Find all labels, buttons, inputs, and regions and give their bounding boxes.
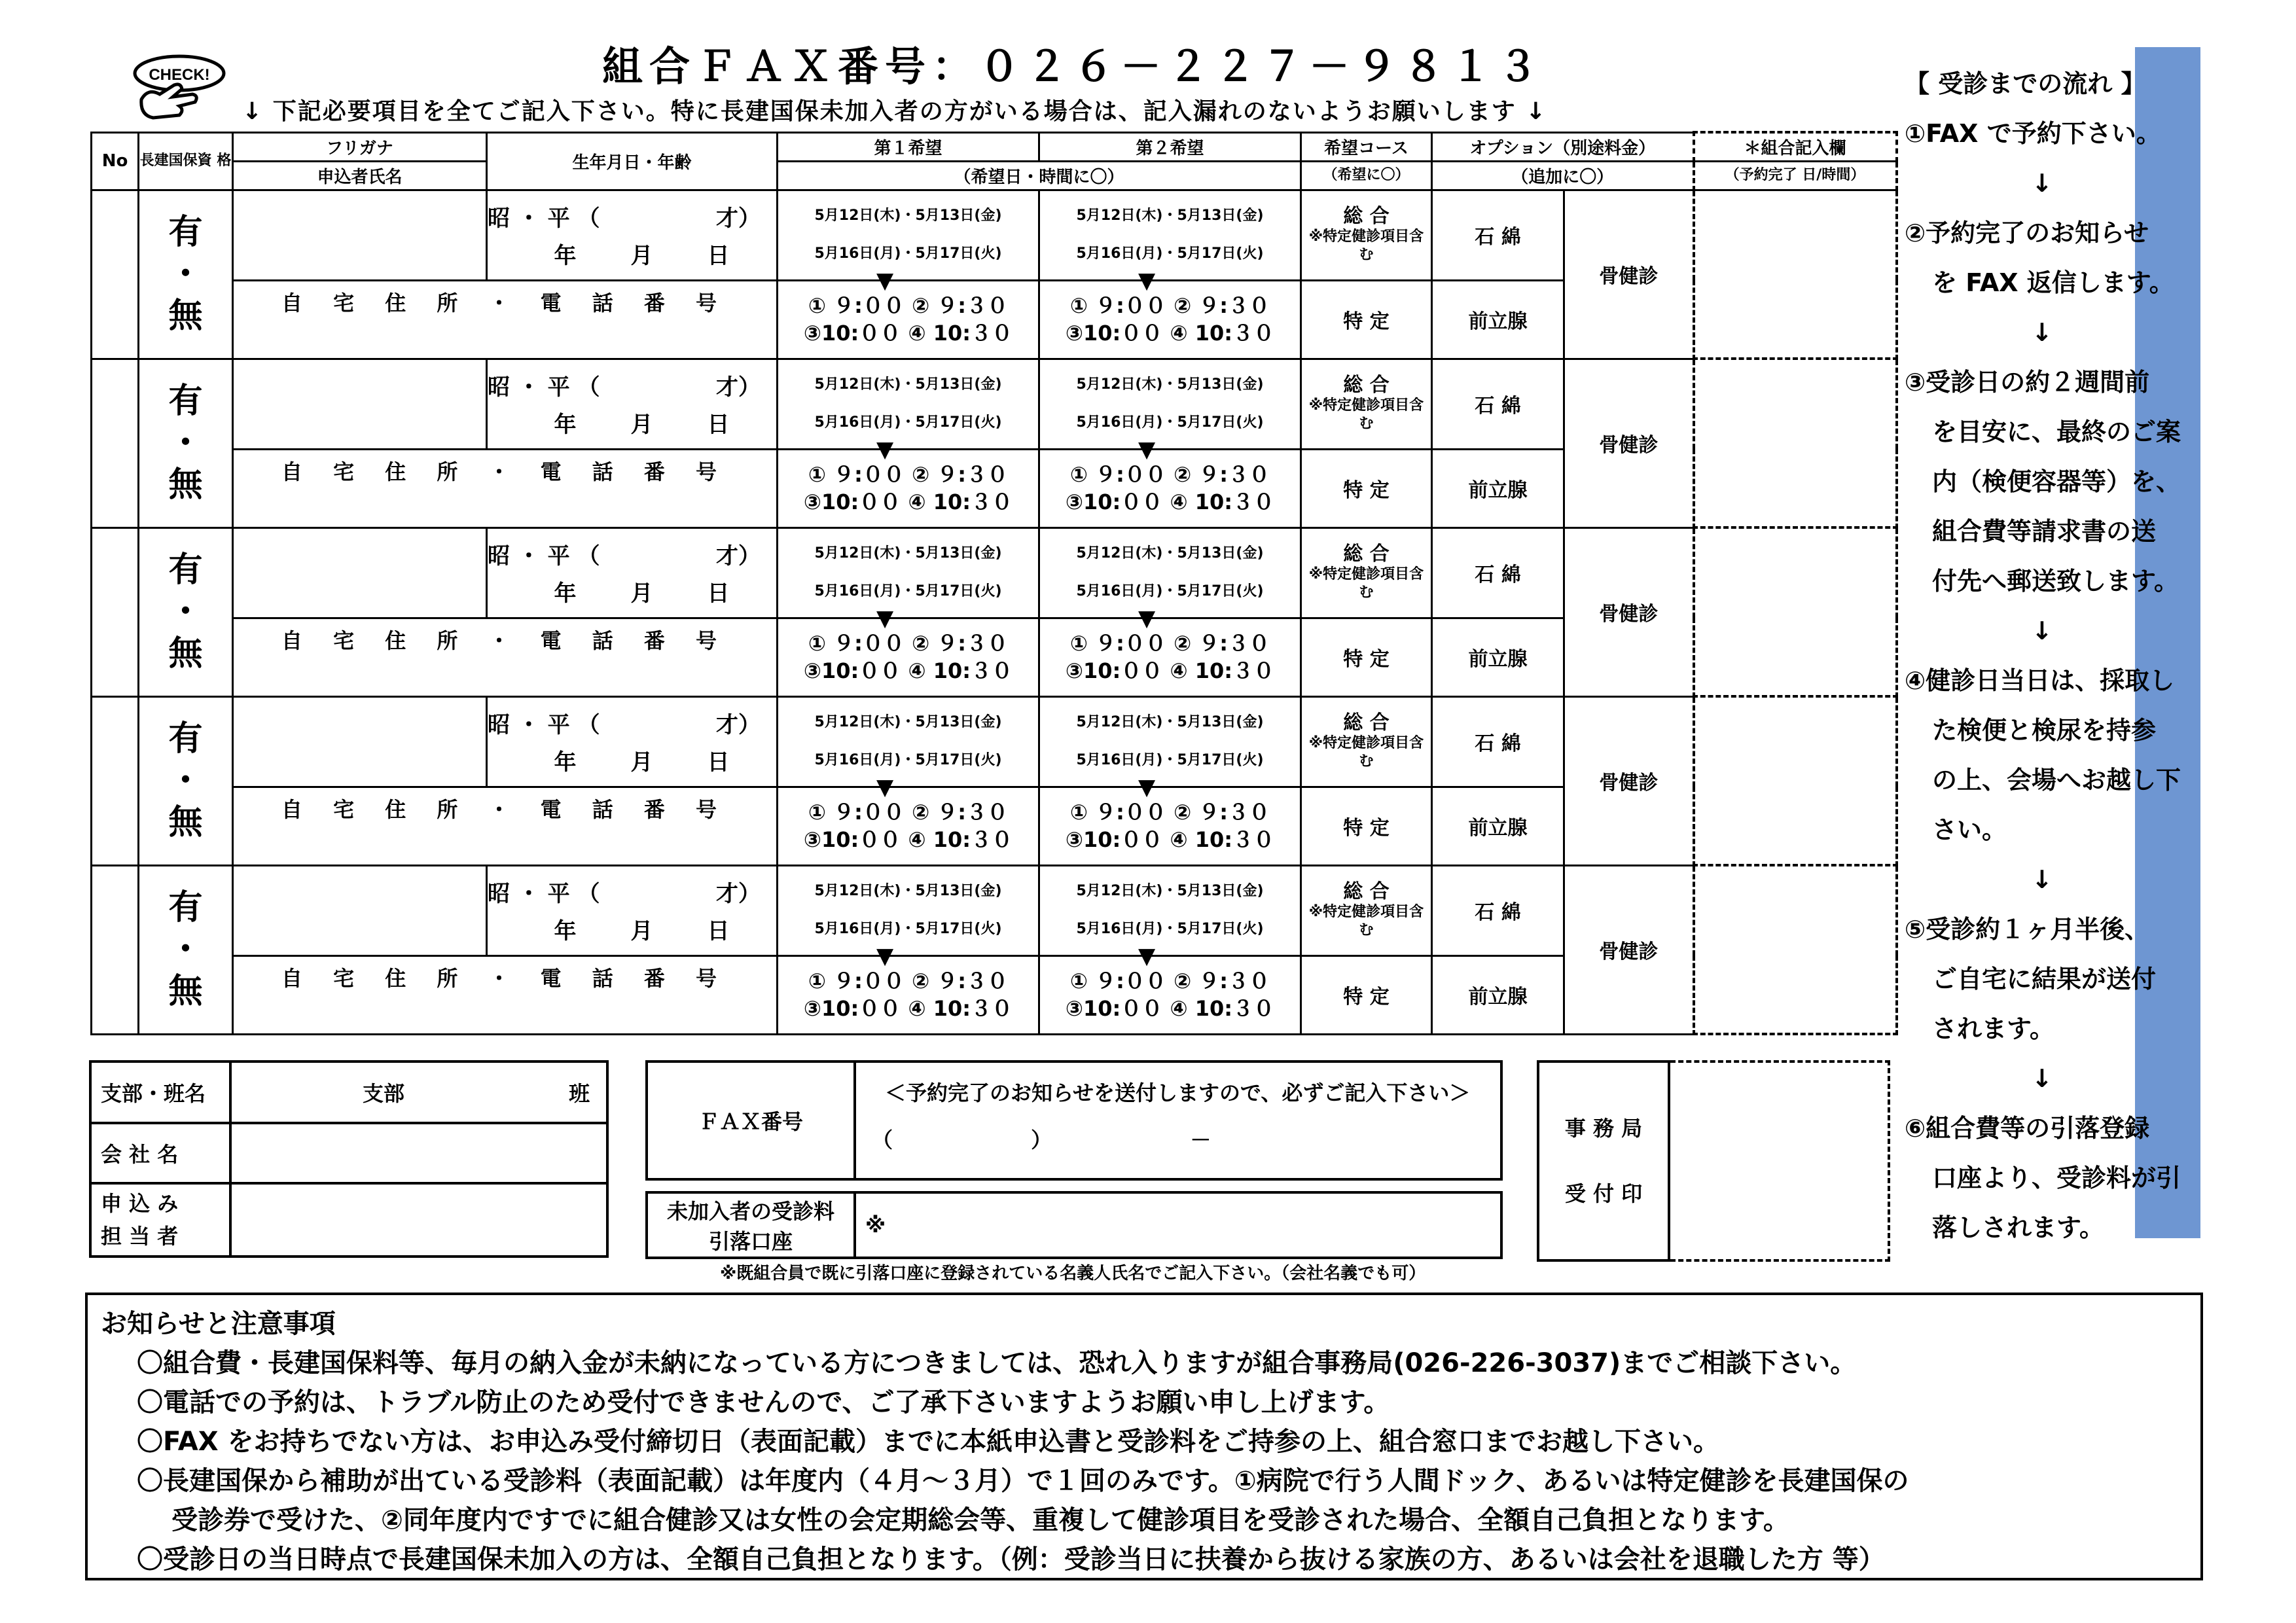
notices-heading: お知らせと注意事項: [101, 1309, 336, 1339]
insurance-no[interactable]: 無: [168, 972, 203, 1011]
day-label: 日: [707, 412, 730, 438]
choice2-times[interactable]: [1039, 955, 1301, 1034]
choice1-times[interactable]: [778, 280, 1039, 359]
account-label: 未加入者の受診料引落口座: [647, 1192, 855, 1258]
instruction-text: ↓ 下記必要項目を全てご記入下さい。特に長建国保未加入者の方がいる場合は、記入漏れのないようお願いします ↓: [242, 98, 1547, 125]
union-use-field: [1694, 190, 1897, 359]
option-bone[interactable]: 骨健診: [1564, 696, 1694, 865]
era-label: 昭 ・ 平 （: [488, 374, 600, 401]
fax-field[interactable]: [855, 1061, 1501, 1179]
flow-arrow-icon: ↓: [2032, 169, 2053, 198]
insurance-dot: ・: [168, 930, 203, 969]
course-general[interactable]: [1301, 696, 1432, 787]
month-label: 月: [630, 749, 653, 776]
choice2-times-line1: ① ９:００ ② ９:３０: [1069, 631, 1270, 656]
choice1-dates-line1: 5月12日(木)・5月13日(金): [814, 545, 1002, 562]
svg-text:CHECK!: CHECK!: [149, 66, 210, 84]
choice1-times[interactable]: [778, 955, 1039, 1034]
choice2-dates-line2: 5月16日(月)・5月17日(火): [1076, 245, 1264, 262]
name-field[interactable]: [233, 696, 487, 787]
union-use-field: [1694, 359, 1897, 527]
flow-step-4-line: ④健診日当日は、採取し: [1905, 666, 2175, 695]
fax-dash: －: [1190, 1128, 1211, 1152]
down-arrow-icon: ▼: [876, 267, 894, 294]
notice-item-4: 〇長建国保から補助が出ている受診料（表面記載）は年度内（４月～３月）で１回のみです。①病院で行う人間ドック、あるいは特定健診を長建国保の: [137, 1466, 1909, 1496]
choice2-times-line1: ① ９:００ ② ９:３０: [1069, 293, 1270, 318]
choice1-times-line2: ③10:００ ④ 10:３０: [803, 321, 1013, 346]
down-arrow-icon: ▼: [1138, 942, 1156, 969]
choice2-dates[interactable]: [1039, 190, 1301, 294]
account-mark: ※: [865, 1213, 886, 1238]
down-arrow-icon: ▼: [876, 436, 894, 463]
choice1-dates-line1: 5月12日(木)・5月13日(金): [814, 376, 1002, 393]
choice2-dates[interactable]: [1039, 527, 1301, 632]
course-general-note: ※特定健診項目含む: [1308, 397, 1424, 432]
course-specific[interactable]: 特 定: [1301, 787, 1432, 865]
course-general-label: 総 合: [1343, 711, 1390, 734]
age-label: 才）: [716, 543, 761, 569]
choice1-dates-line2: 5月16日(月)・5月17日(火): [814, 414, 1002, 431]
month-label: 月: [630, 580, 653, 607]
option-prostate[interactable]: 前立腺: [1432, 618, 1564, 696]
address-phone-field[interactable]: [233, 955, 778, 1034]
course-general[interactable]: [1301, 190, 1432, 280]
insurance-no[interactable]: 無: [168, 803, 203, 842]
era-label: 昭 ・ 平 （: [488, 712, 600, 738]
choice1-times[interactable]: [778, 449, 1039, 527]
address-phone-label: 自 宅 住 所 ・ 電 話 番 号: [281, 290, 729, 315]
col-furigana: フリガナ: [233, 132, 487, 161]
option-bone[interactable]: 骨健診: [1564, 359, 1694, 527]
option-prostate[interactable]: 前立腺: [1432, 449, 1564, 527]
choice2-times[interactable]: [1039, 618, 1301, 696]
choice1-times-line2: ③10:００ ④ 10:３０: [803, 658, 1013, 683]
choice2-times-line1: ① ９:００ ② ９:３０: [1069, 462, 1270, 487]
choice2-dates-line1: 5月12日(木)・5月13日(金): [1076, 207, 1264, 224]
address-phone-label: 自 宅 住 所 ・ 電 話 番 号: [281, 459, 729, 484]
company-label: 会 社 名: [90, 1123, 230, 1183]
down-arrow-icon: ▼: [1138, 774, 1156, 800]
address-phone-label: 自 宅 住 所 ・ 電 話 番 号: [281, 796, 729, 822]
course-specific[interactable]: 特 定: [1301, 280, 1432, 359]
down-arrow-icon: ▼: [876, 942, 894, 969]
branch-suffix: 支部: [363, 1081, 405, 1106]
branch-info-box: [89, 1060, 609, 1258]
month-label: 月: [630, 412, 653, 438]
choice2-dates-line2: 5月16日(月)・5月17日(火): [1076, 583, 1264, 599]
choice2-dates[interactable]: [1039, 696, 1301, 800]
day-label: 日: [707, 580, 730, 607]
birthdate-field[interactable]: [487, 190, 778, 280]
account-note: ※既組合員で既に引落口座に登録されている名義人氏名でご記入下さい。（会社名義でも可）: [720, 1264, 1426, 1283]
course-general-label: 総 合: [1343, 543, 1390, 565]
col-choice2: 第２希望: [1039, 132, 1301, 161]
option-bone[interactable]: 骨健診: [1564, 190, 1694, 359]
course-general-note: ※特定健診項目含む: [1308, 904, 1424, 938]
union-use-field: [1694, 865, 1897, 1034]
flow-step-3-line: を目安に、最終のご案: [1932, 418, 2181, 446]
flow-step-6-line: 落しされます。: [1932, 1213, 2104, 1242]
down-arrow-icon: ▼: [1138, 605, 1156, 632]
applicant-rep-field[interactable]: [230, 1183, 607, 1257]
address-phone-field[interactable]: [233, 280, 778, 359]
choice2-times-line2: ③10:００ ④ 10:３０: [1065, 996, 1275, 1021]
insurance-yes-no[interactable]: [139, 527, 233, 696]
team-suffix: 班: [569, 1081, 590, 1106]
notice-item-1: 〇組合費・長建国保料等、毎月の納入金が未納になっている方につきましては、恐れ入りますが組合事務局(026-226-3037)までご相談下さい。: [137, 1348, 1857, 1378]
course-general-label: 総 合: [1343, 374, 1390, 397]
fax-close-paren: ）: [1031, 1128, 1052, 1152]
flow-step-3-line: ③受診日の約２週間前: [1905, 368, 2150, 397]
fax-number-template: [865, 1116, 1491, 1164]
col-option-note: （追加に〇）: [1432, 161, 1694, 190]
page-title: 組合ＦＡＸ番号：０２６－２２７－９８１３: [602, 43, 1545, 90]
choice1-times-line2: ③10:００ ④ 10:３０: [803, 490, 1013, 514]
option-asbestos[interactable]: 石 綿: [1432, 359, 1564, 449]
age-label: 才）: [716, 374, 761, 401]
flow-step-6-line: 口座より、受診料が引: [1932, 1164, 2181, 1192]
name-field[interactable]: [233, 527, 487, 618]
choice1-times-line1: ① ９:００ ② ９:３０: [808, 800, 1009, 825]
course-general[interactable]: [1301, 527, 1432, 618]
year-label: 年: [554, 918, 577, 944]
choice1-times-line1: ① ９:００ ② ９:３０: [808, 969, 1009, 993]
flow-arrow-icon: ↓: [2032, 616, 2053, 645]
down-arrow-icon: ▼: [876, 774, 894, 800]
choice1-dates[interactable]: [778, 696, 1039, 800]
insurance-dot: ・: [168, 423, 203, 463]
entry-no: [92, 359, 139, 527]
era-label: 昭 ・ 平 （: [488, 543, 600, 569]
name-field[interactable]: [233, 359, 487, 449]
age-label: 才）: [716, 205, 761, 232]
address-phone-label: 自 宅 住 所 ・ 電 話 番 号: [281, 965, 729, 991]
birthdate-field[interactable]: [487, 527, 778, 618]
choice2-dates-line2: 5月16日(月)・5月17日(火): [1076, 414, 1264, 431]
month-label: 月: [630, 918, 653, 944]
option-asbestos[interactable]: 石 綿: [1432, 696, 1564, 787]
branch-label: 支部・班名: [90, 1061, 230, 1123]
notice-item-4-cont: 受診券で受けた、②同年度内ですでに組合健診又は女性の会定期総会等、重複して健診項目を受診された場合、全額自己負担となります。: [171, 1505, 1789, 1535]
choice2-dates[interactable]: [1039, 865, 1301, 969]
insurance-yes[interactable]: 有: [168, 382, 203, 421]
insurance-dot: ・: [168, 255, 203, 294]
choice2-dates-line1: 5月12日(木)・5月13日(金): [1076, 376, 1264, 393]
flow-arrow-icon: ↓: [2032, 1064, 2053, 1093]
office-label: [1538, 1061, 1669, 1260]
flow-arrow-icon: ↓: [2032, 865, 2053, 894]
fax-box: [645, 1060, 1503, 1181]
choice2-times[interactable]: [1039, 787, 1301, 865]
choice1-dates[interactable]: [778, 190, 1039, 294]
notices-box: [85, 1293, 2203, 1580]
office-label-2: 受 付 印: [1564, 1181, 1643, 1206]
insurance-dot: ・: [168, 592, 203, 632]
col-no: No: [92, 132, 139, 190]
col-applicant: 申込者氏名: [233, 161, 487, 190]
insurance-dot: ・: [168, 761, 203, 800]
choice1-times-line2: ③10:００ ④ 10:３０: [803, 996, 1013, 1021]
flow-step-1-line: ①FAX で予約下さい。: [1905, 119, 2161, 148]
day-label: 日: [707, 749, 730, 776]
year-label: 年: [554, 749, 577, 776]
insurance-yes[interactable]: 有: [168, 550, 203, 590]
choice1-times[interactable]: [778, 618, 1039, 696]
option-asbestos[interactable]: 石 綿: [1432, 190, 1564, 280]
down-arrow-icon: ▼: [1138, 267, 1156, 294]
choice1-times-line1: ① ９:００ ② ９:３０: [808, 462, 1009, 487]
choice2-times-line2: ③10:００ ④ 10:３０: [1065, 658, 1275, 683]
col-union: ＊組合記入欄: [1694, 132, 1897, 161]
applicant-rep-label-2: 担 当 者: [101, 1224, 179, 1249]
flow-step-5-line: ご自宅に結果が送付: [1932, 965, 2157, 993]
col-union-note: （予約完了 日/時間）: [1694, 161, 1897, 190]
flow-step-2-line: ②予約完了のお知らせ: [1905, 219, 2149, 247]
birthdate-field[interactable]: [487, 696, 778, 787]
applicant-rep-label-1: 申 込 み: [101, 1191, 179, 1216]
account-field[interactable]: [855, 1192, 1501, 1258]
age-label: 才）: [716, 881, 761, 907]
col-course: 希望コース: [1301, 132, 1432, 161]
choice2-times-line1: ① ９:００ ② ９:３０: [1069, 969, 1270, 993]
union-use-field: [1694, 696, 1897, 865]
course-general-label: 総 合: [1343, 880, 1390, 903]
fax-label: ＦＡＸ番号: [647, 1061, 855, 1179]
notice-item-2: 〇電話での予約は、トラブル防止のため受付できませんので、ご了承下さいますようお願い申し上げます。: [137, 1387, 1390, 1418]
down-arrow-icon: ▼: [876, 605, 894, 632]
choice2-dates-line1: 5月12日(木)・5月13日(金): [1076, 545, 1264, 562]
option-prostate[interactable]: 前立腺: [1432, 280, 1564, 359]
course-specific[interactable]: 特 定: [1301, 618, 1432, 696]
course-general[interactable]: [1301, 359, 1432, 449]
address-phone-label: 自 宅 住 所 ・ 電 話 番 号: [281, 628, 729, 653]
choice2-times[interactable]: [1039, 280, 1301, 359]
choice1-times-line1: ① ９:００ ② ９:３０: [808, 631, 1009, 656]
union-use-field: [1694, 527, 1897, 696]
choice2-times-line2: ③10:００ ④ 10:３０: [1065, 321, 1275, 346]
birthdate-field[interactable]: [487, 865, 778, 955]
choice2-times-line1: ① ９:００ ② ９:３０: [1069, 800, 1270, 825]
choice1-times-line1: ① ９:００ ② ９:３０: [808, 293, 1009, 318]
choice1-dates[interactable]: [778, 359, 1039, 463]
flow-step-3-line: 付先へ郵送致します。: [1932, 567, 2179, 596]
entry-no: [92, 190, 139, 359]
insurance-yes[interactable]: 有: [168, 213, 203, 252]
flow-title: 【 受診までの流れ 】: [1905, 69, 2146, 98]
flow-step-3-line: 内（検便容器等）を、: [1932, 467, 2181, 496]
application-table: [90, 131, 1898, 1035]
address-phone-field[interactable]: [233, 618, 778, 696]
entry-no: [92, 865, 139, 1034]
choice2-dates-line1: 5月12日(木)・5月13日(金): [1076, 714, 1264, 730]
day-label: 日: [707, 243, 730, 269]
office-stamp-box: [1537, 1060, 1890, 1262]
course-general-note: ※特定健診項目含む: [1308, 228, 1424, 263]
address-phone-field[interactable]: [233, 787, 778, 865]
entry-no: [92, 696, 139, 865]
option-bone[interactable]: 骨健診: [1564, 865, 1694, 1034]
fax-open-paren: （: [872, 1128, 893, 1152]
fax-note: ＜予約完了のお知らせを送付しますので、必ずご記入下さい＞: [885, 1080, 1471, 1105]
course-specific[interactable]: 特 定: [1301, 449, 1432, 527]
choice1-dates-line1: 5月12日(木)・5月13日(金): [814, 207, 1002, 224]
flow-step-6-line: ⑥組合費等の引落登録: [1905, 1114, 2150, 1143]
insurance-yes-no[interactable]: [139, 865, 233, 1034]
option-prostate[interactable]: 前立腺: [1432, 955, 1564, 1034]
flow-panel: [1905, 59, 2219, 1253]
entry-no: [92, 527, 139, 696]
choice1-dates-line1: 5月12日(木)・5月13日(金): [814, 883, 1002, 899]
age-label: 才）: [716, 712, 761, 738]
col-date-note: （希望日・時間に〇）: [778, 161, 1301, 190]
choice2-dates[interactable]: [1039, 359, 1301, 463]
address-phone-field[interactable]: [233, 449, 778, 527]
era-label: 昭 ・ 平 （: [488, 205, 600, 232]
birthdate-field[interactable]: [487, 359, 778, 449]
col-option: オプション（別途料金）: [1432, 132, 1694, 161]
option-asbestos[interactable]: 石 綿: [1432, 865, 1564, 955]
office-stamp-field: [1669, 1061, 1889, 1260]
insurance-yes[interactable]: 有: [168, 888, 203, 927]
option-asbestos[interactable]: 石 綿: [1432, 527, 1564, 618]
year-label: 年: [554, 243, 577, 269]
office-label-1: 事 務 局: [1564, 1116, 1643, 1141]
course-general-note: ※特定健診項目含む: [1308, 735, 1424, 770]
notice-item-3: 〇FAX をお持ちでない方は、お申込み受付締切日（表面記載）までに本紙申込書と受診料をご持参の上、組合窓口までお越し下さい。: [137, 1427, 1720, 1457]
month-label: 月: [630, 243, 653, 269]
choice1-dates-line2: 5月16日(月)・5月17日(火): [814, 921, 1002, 937]
flow-step-4-line: さい。: [1932, 815, 2007, 844]
choice1-dates[interactable]: [778, 527, 1039, 632]
day-label: 日: [707, 918, 730, 944]
course-general[interactable]: [1301, 865, 1432, 955]
course-general-note: ※特定健診項目含む: [1308, 566, 1424, 601]
choice1-dates[interactable]: [778, 865, 1039, 969]
insurance-yes-no[interactable]: [139, 359, 233, 527]
choice1-times-line2: ③10:００ ④ 10:３０: [803, 827, 1013, 852]
branch-field[interactable]: [230, 1061, 607, 1123]
insurance-no[interactable]: 無: [168, 465, 203, 505]
choice2-times-line2: ③10:００ ④ 10:３０: [1065, 827, 1275, 852]
name-field[interactable]: [233, 190, 487, 280]
flow-step-3-line: 組合費等請求書の送: [1932, 517, 2157, 546]
choice2-dates-line2: 5月16日(月)・5月17日(火): [1076, 752, 1264, 768]
check-badge-icon: [128, 54, 226, 126]
choice2-dates-line1: 5月12日(木)・5月13日(金): [1076, 883, 1264, 899]
flow-arrow-icon: ↓: [2032, 318, 2053, 347]
flow-step-5-line: ⑤受診約１ヶ月半後、: [1905, 915, 2150, 944]
course-general-label: 総 合: [1343, 205, 1390, 228]
col-insurance: 長建国保資 格: [139, 132, 233, 190]
choice2-dates-line2: 5月16日(月)・5月17日(火): [1076, 921, 1264, 937]
option-prostate[interactable]: 前立腺: [1432, 787, 1564, 865]
col-choice1: 第１希望: [778, 132, 1039, 161]
course-specific[interactable]: 特 定: [1301, 955, 1432, 1034]
year-label: 年: [554, 580, 577, 607]
choice2-times[interactable]: [1039, 449, 1301, 527]
era-label: 昭 ・ 平 （: [488, 881, 600, 907]
col-course-note: （希望に〇）: [1301, 161, 1432, 190]
applicant-rep-label: [90, 1183, 230, 1257]
option-bone[interactable]: 骨健診: [1564, 527, 1694, 696]
choice1-times[interactable]: [778, 787, 1039, 865]
insurance-yes-no[interactable]: [139, 190, 233, 359]
company-field[interactable]: [230, 1123, 607, 1183]
insurance-no[interactable]: 無: [168, 296, 203, 336]
insurance-yes[interactable]: 有: [168, 719, 203, 758]
name-field[interactable]: [233, 865, 487, 955]
choice1-dates-line2: 5月16日(月)・5月17日(火): [814, 752, 1002, 768]
insurance-no[interactable]: 無: [168, 634, 203, 673]
account-box: [645, 1191, 1503, 1259]
flow-step-5-line: されます。: [1932, 1014, 2054, 1043]
flow-step-2-line: を FAX 返信します。: [1932, 268, 2174, 297]
col-dob: 生年月日・年齢: [487, 132, 778, 190]
choice1-dates-line2: 5月16日(月)・5月17日(火): [814, 583, 1002, 599]
flow-step-4-line: の上、会場へお越し下: [1932, 766, 2181, 794]
choice1-dates-line2: 5月16日(月)・5月17日(火): [814, 245, 1002, 262]
insurance-yes-no[interactable]: [139, 696, 233, 865]
notice-item-5: 〇受診日の当日時点で長建国保未加入の方は、全額自己負担となります。（例：受診当日に扶養から抜ける家族の方、あるいは会社を退職した方 等）: [137, 1544, 1885, 1575]
down-arrow-icon: ▼: [1138, 436, 1156, 463]
flow-step-4-line: た検便と検尿を持参: [1932, 716, 2157, 745]
choice2-times-line2: ③10:００ ④ 10:３０: [1065, 490, 1275, 514]
year-label: 年: [554, 412, 577, 438]
choice1-dates-line1: 5月12日(木)・5月13日(金): [814, 714, 1002, 730]
